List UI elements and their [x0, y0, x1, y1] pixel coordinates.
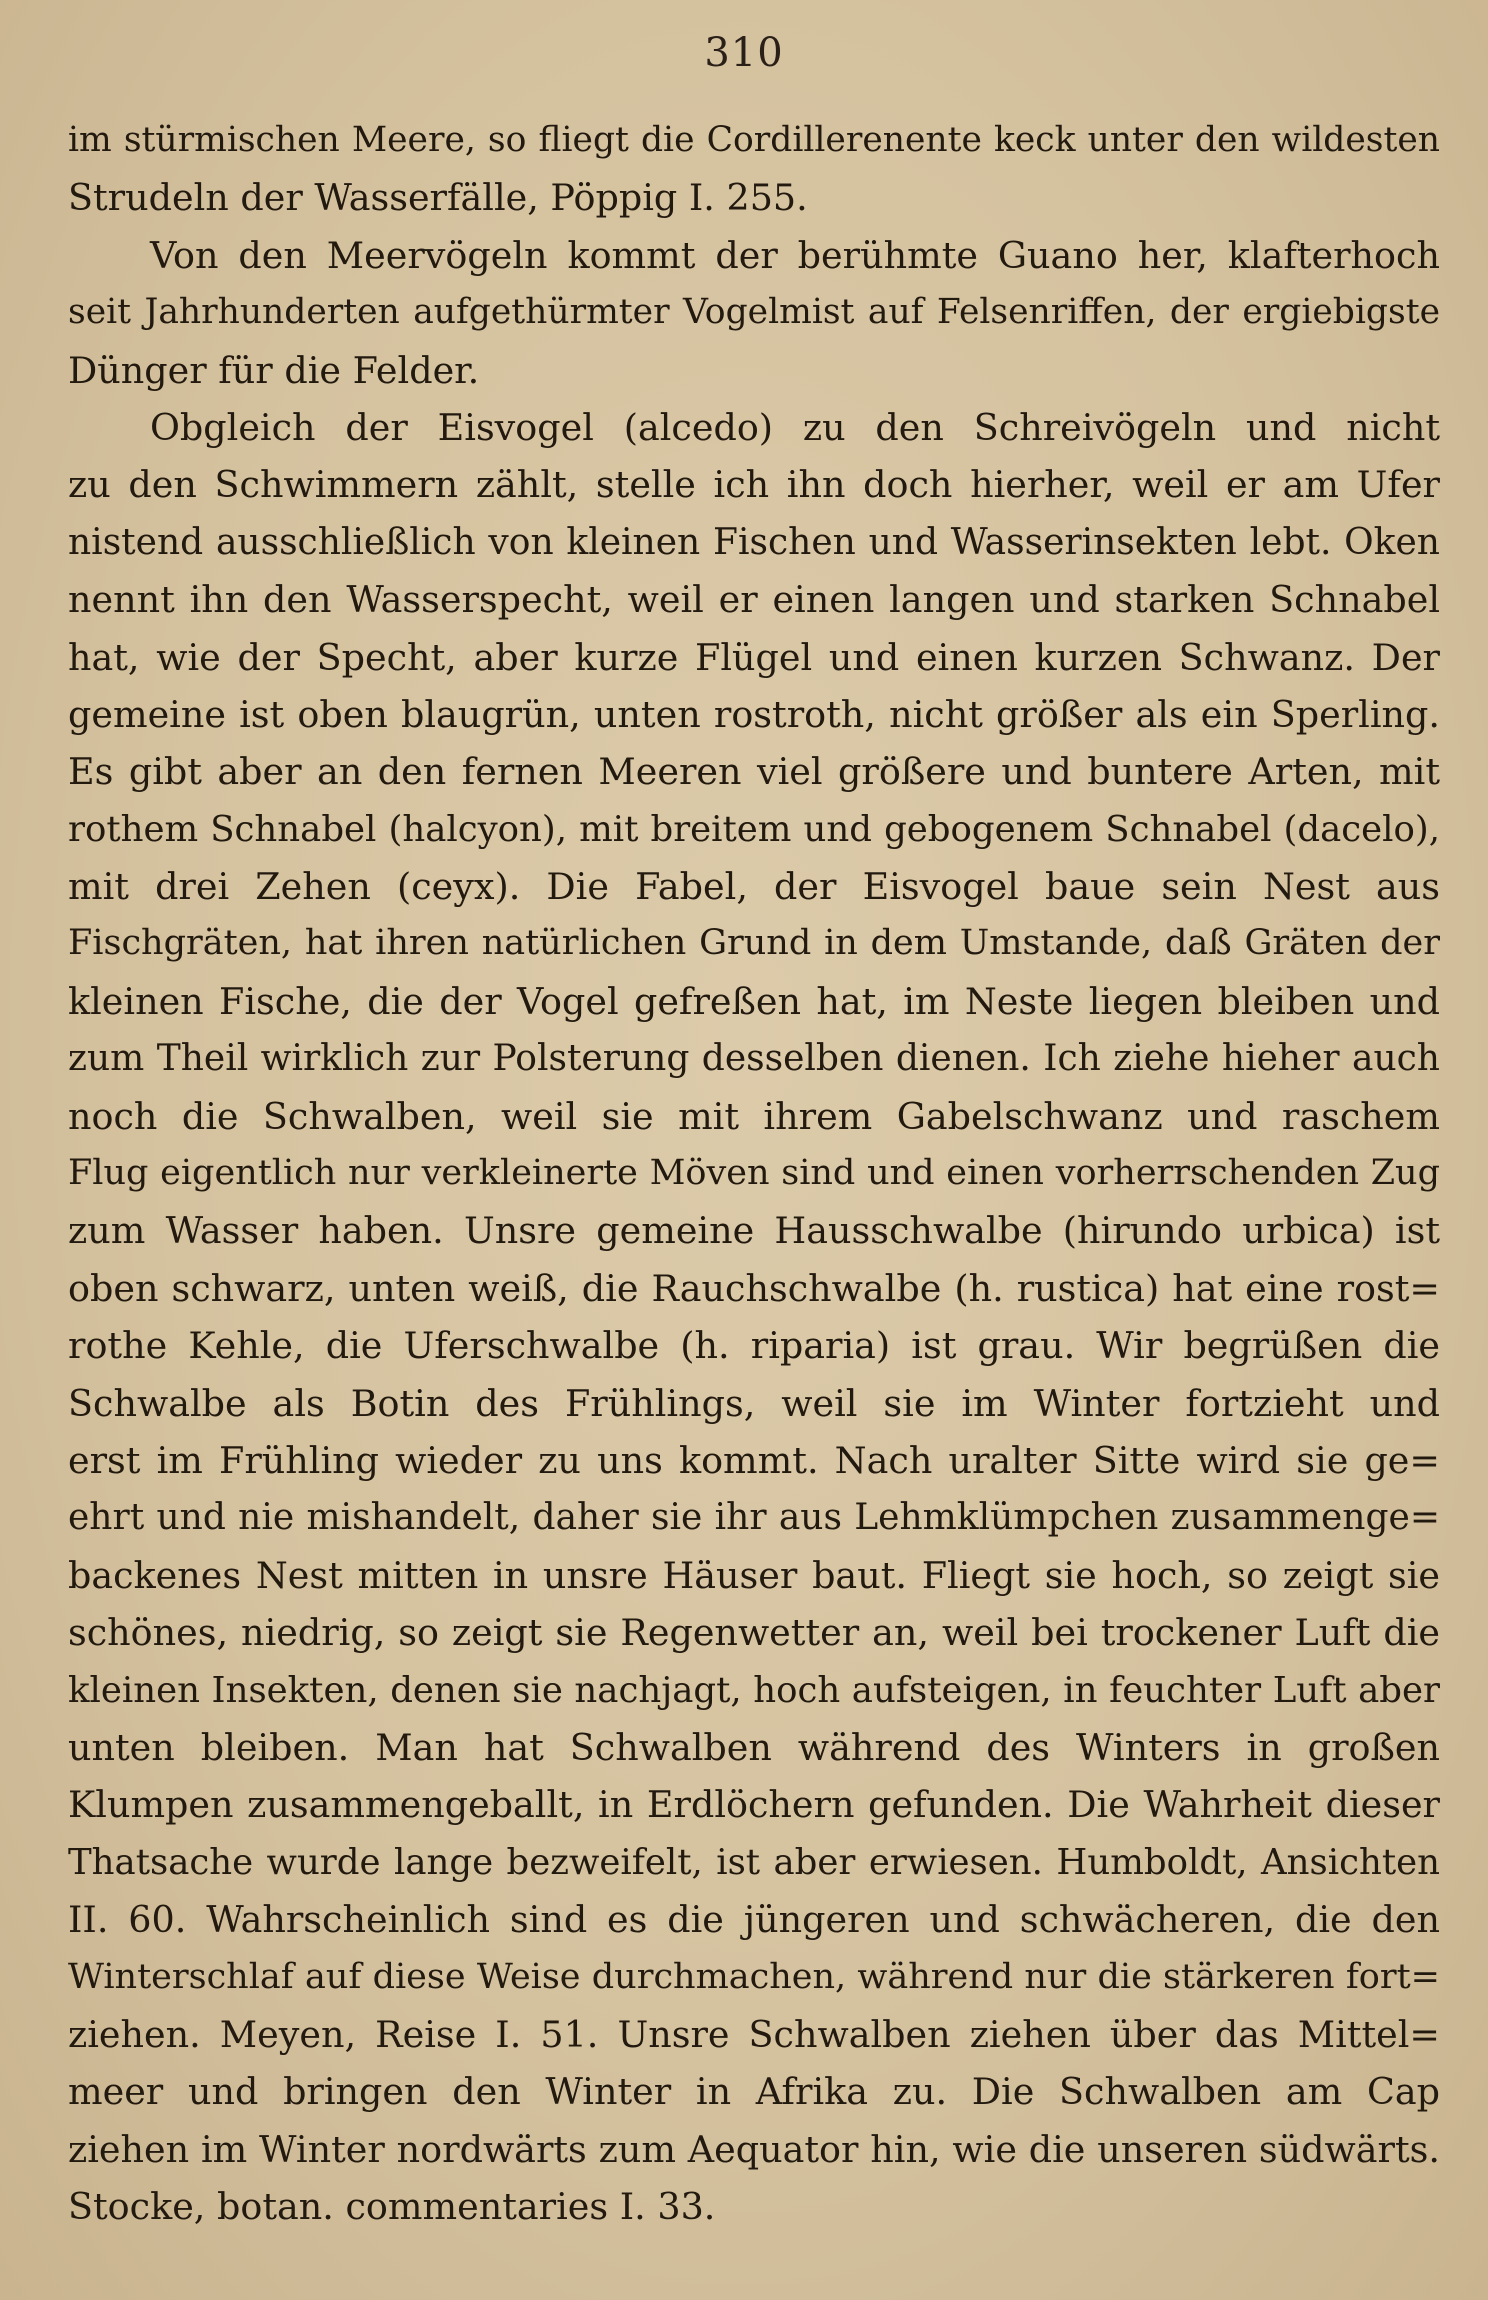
text-line: Dünger für die Felder. — [68, 348, 480, 392]
text-line: ziehen im Winter nordwärts zum Aequator hin, wie die unseren südwärts. — [68, 2127, 1440, 2171]
text-line: backenes Nest mitten in unsre Häuser baut. Fliegt sie hoch, so zeigt sie — [68, 1553, 1440, 1597]
text-line: oben schwarz, unten weiß, die Rauchschwalbe (h. rustica) hat eine rost= — [68, 1266, 1440, 1310]
text-line: schönes, niedrig, so zeigt sie Regenwetter an, weil bei trockener Luft die — [68, 1611, 1440, 1655]
text-line: Es gibt aber an den fernen Meeren viel größere und buntere Arten, mit — [68, 750, 1440, 794]
text-line: meer und bringen den Winter in Afrika zu. Die Schwalben am Cap — [68, 2070, 1440, 2114]
text-line: nennt ihn den Wasserspecht, weil er einen langen und starken Schnabel — [68, 578, 1440, 622]
text-line: kleinen Fische, die der Vogel gefreßen hat, im Neste liegen bleiben und — [68, 979, 1440, 1023]
text-line: seit Jahrhunderten aufgethürmter Vogelmist auf Felsenriffen, der ergiebigste — [68, 292, 1440, 333]
text-line: ziehen. Meyen, Reise I. 51. Unsre Schwalben ziehen über das Mittel= — [68, 2012, 1440, 2056]
text-line: nistend ausschließlich von kleinen Fischen und Wasserinsekten lebt. Oken — [68, 521, 1440, 563]
text-line: zu den Schwimmern zählt, stelle ich ihn doch hierher, weil er am Ufer — [68, 463, 1440, 507]
text-line: Winterschlaf auf diese Weise durchmachen, während nur die stärkeren fort= — [68, 1956, 1440, 1997]
text-line: zum Wasser haben. Unsre gemeine Hausschwalbe (hirundo urbica) ist — [68, 1209, 1440, 1253]
page-number: 310 — [704, 30, 784, 76]
text-line: Strudeln der Wasserfälle, Pöppig I. 255. — [68, 176, 808, 220]
text-line: ehrt und nie mishandelt, daher sie ihr aus Lehmklümpchen zusammenge= — [68, 1497, 1440, 1539]
text-line: kleinen Insekten, denen sie nachjagt, hoch aufsteigen, in feuchter Luft aber — [68, 1669, 1440, 1711]
text-line: zum Theil wirklich zur Polsterung desselben dienen. Ich ziehe hieher auch — [68, 1038, 1440, 1080]
text-line: im stürmischen Meere, so fliegt die Cordillerenente keck unter den wildesten — [68, 120, 1440, 160]
text-line: unten bleiben. Man hat Schwalben während des Winters in großen — [68, 1725, 1440, 1769]
text-line: Klumpen zusammengeballt, in Erdlöchern gefunden. Die Wahrheit dieser — [68, 1783, 1440, 1827]
text-line: Schwalbe als Botin des Frühlings, weil sie im Winter fortzieht und — [68, 1381, 1440, 1425]
text-line: Flug eigentlich nur verkleinerte Möven sind und einen vorherrschenden Zug — [68, 1153, 1440, 1194]
text-line: erst im Frühling wieder zu uns kommt. Nach uralter Sitte wird sie ge= — [68, 1438, 1440, 1482]
text-line: rothe Kehle, die Uferschwalbe (h. riparia) ist grau. Wir begrüßen die — [68, 1324, 1440, 1368]
body-text — [68, 112, 1440, 2235]
text-line: Thatsache wurde lange bezweifelt, ist aber erwiesen. Humboldt, Ansichten — [68, 1841, 1440, 1883]
text-line: Stocke, botan. commentaries I. 33. — [68, 2185, 716, 2229]
text-line: gemeine ist oben blaugrün, unten rostroth, nicht größer als ein Sperling. — [68, 692, 1440, 736]
text-line: Fischgräten, hat ihren natürlichen Grund in dem Umstande, daß Gräten der — [68, 923, 1440, 964]
text-line: mit drei Zehen (ceyx). Die Fabel, der Eisvogel baue sein Nest aus — [68, 865, 1440, 909]
text-line: noch die Schwalben, weil sie mit ihrem Gabelschwanz und raschem — [68, 1094, 1440, 1138]
text-line: Obgleich der Eisvogel (alcedo) zu den Schreivögeln und nicht — [150, 405, 1440, 449]
text-line: rothem Schnabel (halcyon), mit breitem und gebogenem Schnabel (dacelo), — [68, 808, 1440, 850]
text-line: Von den Meervögeln kommt der berühmte Guano her, klafterhoch — [150, 233, 1440, 277]
text-line: hat, wie der Specht, aber kurze Flügel und einen kurzen Schwanz. Der — [68, 635, 1440, 679]
text-line: II. 60. Wahrscheinlich sind es die jüngeren und schwächeren, die den — [68, 1898, 1440, 1942]
